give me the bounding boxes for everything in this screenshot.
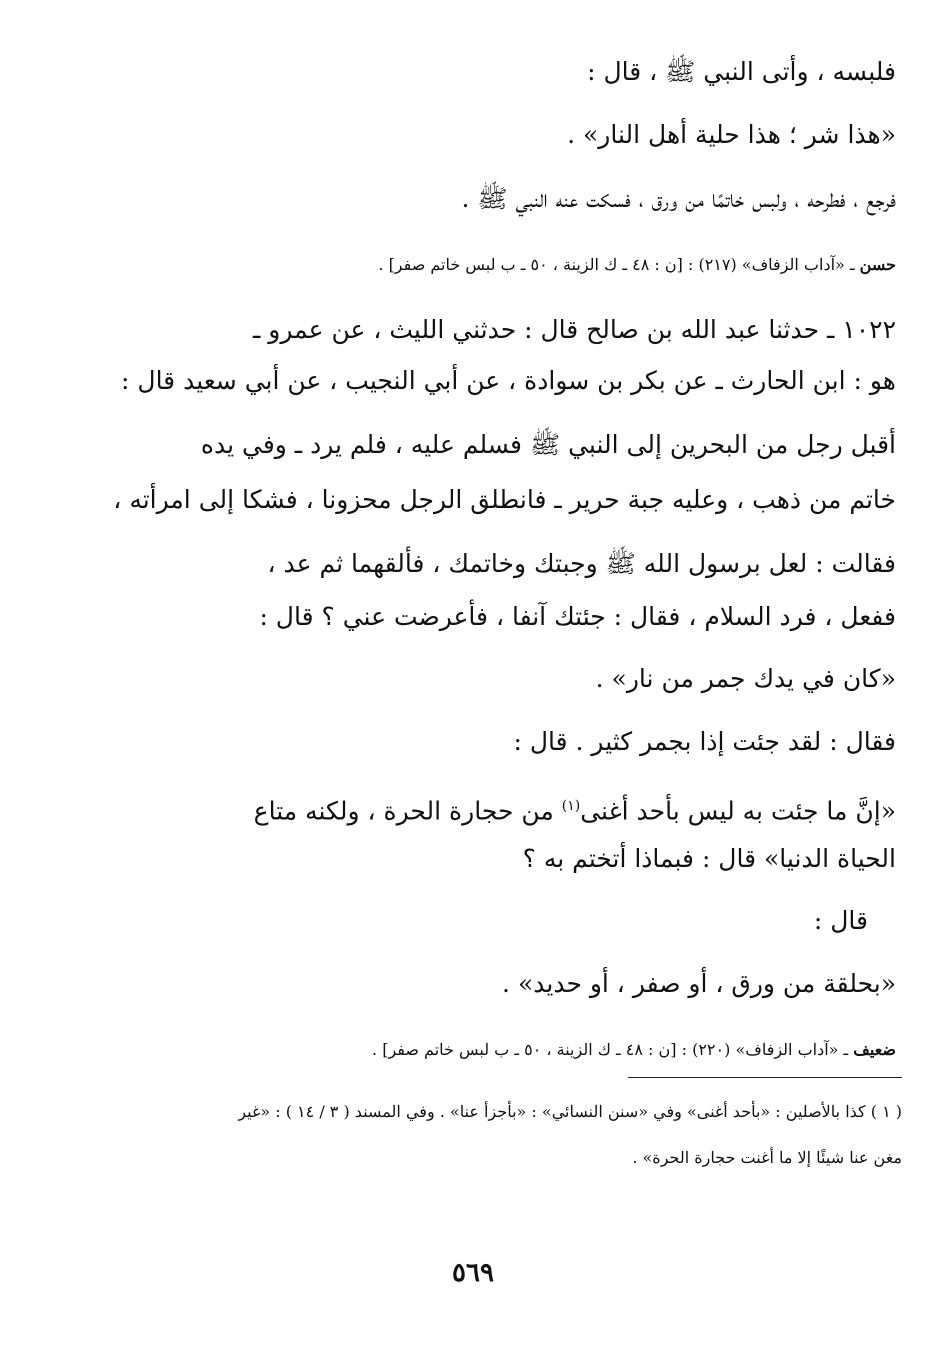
text-line-12	[50, 789, 896, 828]
text-line-10: «كان في يدك جمر من نار» .	[595, 664, 896, 693]
hadith-1022-line-1: ١٠٢٢ ـ حدثنا عبد الله بن صالح قال : حدثني الليث ، عن عمرو ـ	[253, 315, 896, 344]
hadith-1022-line-2: هو : ابن الحارث ـ عن بكر بن سوادة ، عن أبي النجيب ، عن أبي سعيد قال :	[121, 366, 896, 395]
hadith-grade-1	[50, 253, 896, 277]
text-line-6: أقبل رجل من البحرين إلى النبي ﷺ فسلم عليه ، فلم يرد ـ وفي يده	[200, 430, 896, 459]
text-line-7: خاتم من ذهب ، وعليه جبة حرير ـ فانطلق الرجل محزونا ، فشكا إلى امرأته ،	[113, 485, 896, 514]
text-segment: من حجارة الحرة ، ولكنه متاع	[253, 796, 562, 826]
text-line-11: فقال : لقد جئت إذا بجمر كثير . قال :	[513, 727, 896, 756]
text-line-2: «هذا شر ؛ هذا حلية أهل النار» .	[567, 120, 896, 149]
grade-label: ضعيف	[853, 1040, 896, 1059]
grade-source: ـ «آداب الزفاف» (٢١٧) : [ن : ٤٨ ـ ك الزينة ، ٥٠ ـ ب لبس خاتم صفر] .	[378, 255, 860, 274]
text-line-13: الحياة الدنيا» قال : فبماذا أتختم به ؟	[522, 844, 896, 873]
text-line-3: فرجع ، فطرحه ، ولبس خاتمًا من ورق ، فسكت عنه النبي ﷺ .	[461, 184, 896, 213]
grade-source: ـ «آداب الزفاف» (٢٢٠) : [ن : ٤٨ ـ ك الزينة ، ٥٠ ـ ب لبس خاتم صفر] .	[372, 1040, 854, 1059]
grade-label: حسن	[859, 255, 896, 274]
footnote-marker: (١)	[561, 798, 581, 814]
text-line-15: «بحلقة من ورق ، أو صفر ، أو حديد» .	[502, 969, 896, 998]
hadith-grade-2	[50, 1038, 896, 1062]
footnote-separator	[628, 1077, 902, 1078]
text-line-1: فلبسه ، وأتى النبي ﷺ ، قال :	[587, 57, 896, 86]
text-segment: «إنَّ ما جئت به ليس بأحد أغنى	[580, 796, 896, 826]
page-number: ٥٦٩	[452, 1258, 494, 1288]
text-line-14: قال :	[813, 906, 868, 935]
footnote-line-1: ( ١ ) كذا بالأصلين : «بأحد أغنى» وفي «سنن النسائي» : «بأجزأ عنا» . وفي المسند ( ٣ / ١٤ ) : «غير	[238, 1102, 902, 1121]
footnote-line-2: مغن عنا شيئًا إلا ما أغنت حجارة الحرة» .	[632, 1148, 902, 1167]
text-line-8: فقالت : لعل برسول الله ﷺ وجبتك وخاتمك ، فألقهما ثم عد ،	[267, 549, 896, 578]
text-line-9: ففعل ، فرد السلام ، فقال : جئتك آنفا ، فأعرضت عني ؟ قال :	[259, 602, 896, 631]
